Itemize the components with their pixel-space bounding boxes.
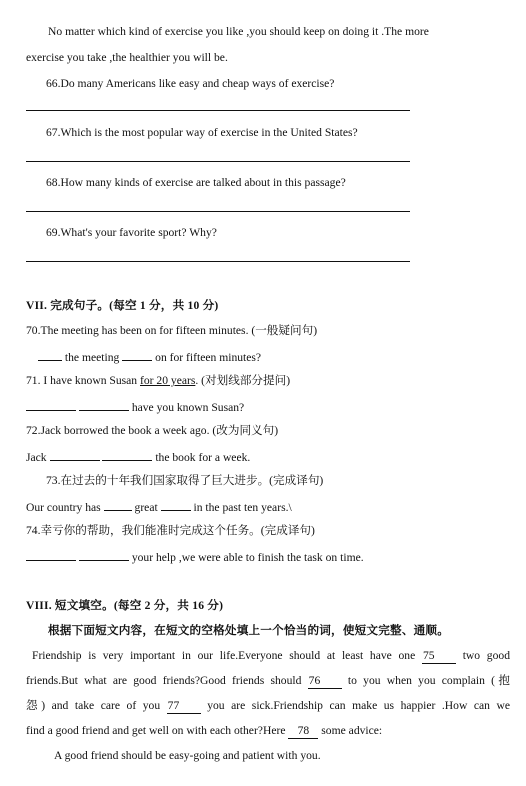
section-7-heading: VII. 完成句子。(每空 1 分，共 10 分) [26, 299, 219, 312]
p2-text: friends.But what are good friends?Good friends should [26, 674, 302, 687]
q70-answer-row [38, 349, 261, 365]
q73-blank-1[interactable] [104, 499, 132, 511]
p2-text-b: to you when you complain (抱 [347, 674, 510, 687]
q73-answer-row [26, 499, 292, 515]
q71-prompt-after: . (对划线部分提问) [195, 374, 291, 387]
passage-line-1: No matter which kind of exercise you like ,you should keep on doing it .The more [48, 25, 429, 38]
question-67: 67.Which is the most popular way of exercise in the United States? [46, 126, 358, 139]
q72-answer-row [26, 449, 250, 465]
q72-blank-2[interactable] [102, 449, 152, 461]
q73-blank-2[interactable] [161, 499, 191, 511]
answer-line-66[interactable] [26, 110, 410, 111]
q70-prompt: 70.The meeting has been on for fifteen minutes. (一般疑问句) [26, 324, 318, 337]
q70-blank-2[interactable] [122, 349, 152, 361]
q72-start: Jack [26, 451, 47, 464]
question-68: 68.How many kinds of exercise are talked about in this passage? [46, 176, 346, 189]
p1-text-b: two good [462, 649, 510, 662]
q71-blank-2[interactable] [79, 399, 129, 411]
q72-prompt: 72.Jack borrowed the book a week ago. (改为同义句) [26, 424, 279, 437]
q74-answer-text: your help ,we were able to finish the task on time. [131, 551, 364, 564]
p3-text-b: you are sick.Friendship can make us happier .How can we [207, 699, 510, 712]
passage-line-2: exercise you take ,the healthier you will be. [26, 51, 228, 64]
p4-text-b: some advice: [321, 724, 383, 737]
q71-prompt-underlined: for 20 years [140, 374, 196, 387]
q74-prompt: 74.幸亏你的帮助，我们能准时完成这个任务。(完成译句) [26, 524, 315, 537]
answer-line-68[interactable] [26, 211, 410, 212]
q70-text-a: the meeting [64, 351, 120, 364]
q74-blank-1[interactable] [26, 549, 76, 561]
q74-blank-2[interactable] [79, 549, 129, 561]
q71-prompt-before: 71. I have known Susan [26, 374, 140, 387]
q73-text-b: great [134, 501, 158, 514]
answer-line-69[interactable] [26, 261, 410, 262]
q73-text-c: in the past ten years.\ [193, 501, 292, 514]
blank-77[interactable]: 77 [167, 699, 201, 714]
blank-76[interactable]: 76 [308, 674, 342, 689]
q70-blank-1[interactable] [38, 349, 62, 361]
blank-75[interactable]: 75 [422, 649, 456, 664]
q70-text-b: on for fifteen minutes? [155, 351, 262, 364]
passage-2-line-2 [26, 674, 510, 689]
q73-text-a: Our country has [26, 501, 101, 514]
passage-2-line-1 [32, 649, 510, 664]
question-69: 69.What's your favorite sport? Why? [46, 226, 217, 239]
passage-2-line-4 [26, 724, 382, 739]
passage-2-line-3 [26, 699, 510, 714]
q71-answer-text: have you known Susan? [131, 401, 245, 414]
p4-text: find a good friend and get well on with each other?Here [26, 724, 286, 737]
q74-answer-row [26, 549, 364, 565]
section-8-instruction: 根据下面短文内容，在短文的空格处填上一个恰当的词，使短文完整、通顺。 [48, 624, 449, 637]
p3-text: 怨) and take care of you [26, 699, 161, 712]
q72-blank-1[interactable] [50, 449, 100, 461]
q73-prompt: 73.在过去的十年我们国家取得了巨大进步。(完成译句) [46, 474, 324, 487]
q71-prompt [26, 374, 290, 388]
answer-line-67[interactable] [26, 161, 410, 162]
question-66: 66.Do many Americans like easy and cheap ways of exercise? [46, 77, 335, 90]
p1-text: Friendship is very important in our life.Everyone should at least have one [32, 649, 416, 662]
section-8-heading: VIII. 短文填空。(每空 2 分，共 16 分) [26, 599, 224, 612]
blank-78[interactable]: 78 [288, 724, 318, 739]
q71-blank-1[interactable] [26, 399, 76, 411]
q72-end: the book for a week. [155, 451, 251, 464]
passage-2-line-5: A good friend should be easy-going and patient with you. [54, 749, 321, 762]
q71-answer-row [26, 399, 244, 415]
